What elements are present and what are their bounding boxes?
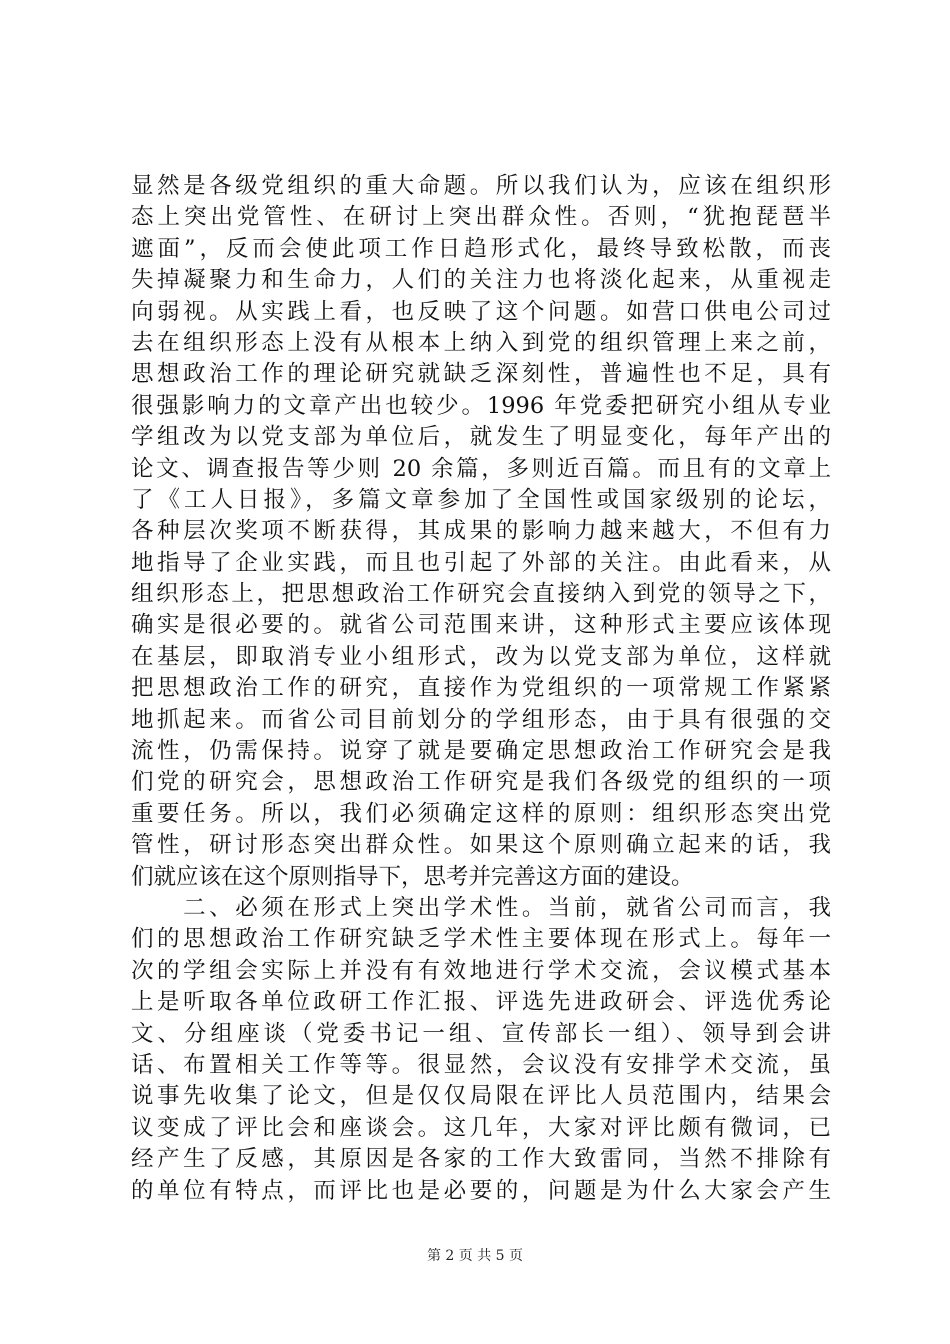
- paragraph-start-line: 二、必须在形式上突出学术性。当前，就省公司而言，我: [131, 894, 831, 921]
- text-line: 地抓起来。而省公司目前划分的学组形态，由于具有很强的交: [131, 706, 831, 733]
- text-line: 论文、调查报告等少则 20 余篇，多则近百篇。而且有的文章上: [131, 455, 831, 482]
- text-line: 了《工人日报》，多篇文章参加了全国性或国家级别的论坛，: [131, 486, 831, 513]
- text-line: 文、分组座谈（党委书记一组、宣传部长一组）、领导到会讲: [131, 1020, 831, 1047]
- text-line: 学组改为以党支部为单位后，就发生了明显变化，每年产出的: [131, 424, 831, 451]
- text-line: 向弱视。从实践上看，也反映了这个问题。如营口供电公司过: [131, 298, 831, 325]
- text-line: 话、布置相关工作等等。很显然，会议没有安排学术交流，虽: [131, 1051, 831, 1078]
- text-line: 上是听取各单位政研工作汇报、评选先进政研会、评选优秀论: [131, 989, 831, 1016]
- text-line: 思想政治工作的理论研究就缺乏深刻性，普遍性也不足，具有: [131, 361, 831, 388]
- text-line: 把思想政治工作的研究，直接作为党组织的一项常规工作紧紧: [131, 675, 831, 702]
- text-line: 们党的研究会，思想政治工作研究是我们各级党的组织的一项: [131, 769, 831, 796]
- text-line: 很强影响力的文章产出也较少。1996 年党委把研究小组从专业: [131, 392, 831, 419]
- text-line: 重要任务。所以，我们必须确定这样的原则：组织形态突出党: [131, 800, 831, 827]
- text-line: 显然是各级党组织的重大命题。所以我们认为，应该在组织形: [131, 173, 831, 199]
- text-line: 失掉凝聚力和生命力，人们的关注力也将淡化起来，从重视走: [131, 267, 831, 294]
- text-line: 说事先收集了论文，但是仅仅局限在评比人员范围内，结果会: [131, 1083, 831, 1110]
- paragraph-end-line: 们就应该在这个原则指导下，思考并完善这方面的建设。: [131, 863, 694, 890]
- text-line: 流性，仍需保持。说穿了就是要确定思想政治工作研究会是我: [131, 738, 831, 765]
- text-line: 确实是很必要的。就省公司范围来讲，这种形式主要应该体现: [131, 612, 831, 639]
- text-line: 各种层次奖项不断获得，其成果的影响力越来越大，不但有力: [131, 518, 831, 545]
- text-line: 组织形态上，把思想政治工作研究会直接纳入到党的领导之下，: [131, 581, 831, 608]
- text-line: 次的学组会实际上并没有有效地进行学术交流，会议模式基本: [131, 957, 831, 984]
- text-line: 在基层，即取消专业小组形式，改为以党支部为单位，这样就: [131, 643, 831, 670]
- text-line: 地指导了企业实践，而且也引起了外部的关注。由此看来，从: [131, 549, 831, 576]
- text-line: 们的思想政治工作研究缺乏学术性主要体现在形式上。每年一: [131, 926, 831, 953]
- text-line: 议变成了评比会和座谈会。这几年，大家对评比颇有微词，已: [131, 1114, 831, 1141]
- page-footer: 第 2 页 共 5 页: [426, 1248, 524, 1264]
- text-line: 的单位有特点，而评比也是必要的，问题是为什么大家会产生: [131, 1177, 831, 1204]
- text-line: 去在组织形态上没有从根本上纳入到党的组织管理上来之前，: [131, 329, 831, 356]
- text-line: 管性，研讨形态突出群众性。如果这个原则确立起来的话，我: [131, 832, 831, 859]
- text-line: 态上突出党管性、在研讨上突出群众性。否则，“犹抱琵琶半: [131, 204, 831, 231]
- text-line: 经产生了反感，其原因是各家的工作大致雷同，当然不排除有: [131, 1146, 831, 1173]
- text-line: 遮面”，反而会使此项工作日趋形式化，最终导致松散，而丧: [131, 235, 831, 262]
- body-text: [131, 171, 831, 1207]
